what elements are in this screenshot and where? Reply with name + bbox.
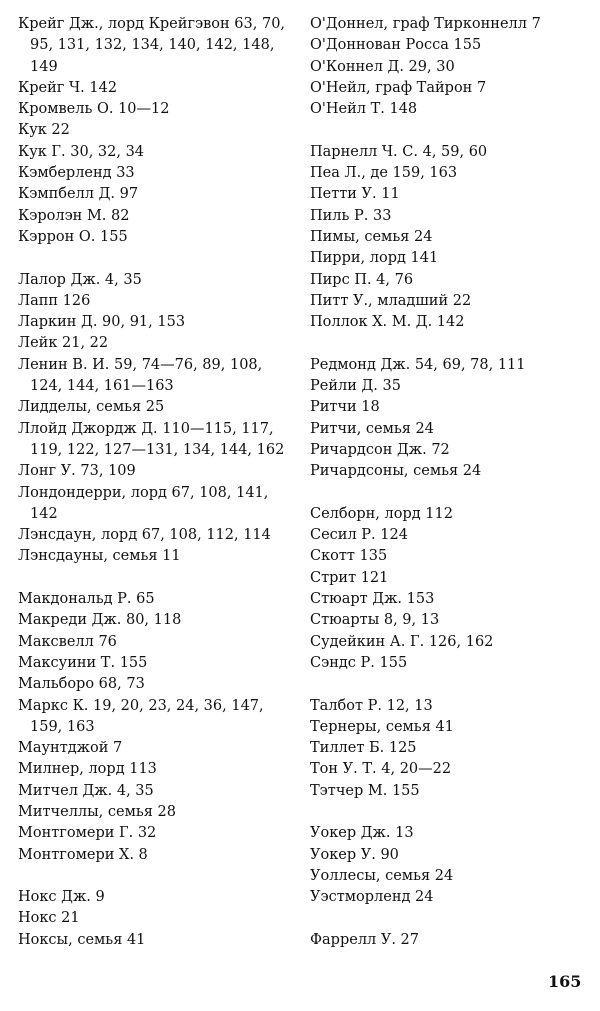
index-entry: Кук Г. 30, 32, 34 (18, 143, 145, 160)
index-entry: Ноксы, семья 41 (18, 931, 146, 948)
index-entry: Лалор Дж. 4, 35 (18, 271, 142, 288)
section-gap (18, 568, 293, 589)
index-entry: Скотт 135 (310, 548, 388, 565)
index-entry: Петти У. 11 (310, 186, 400, 203)
index-entry: Ленин В. И. 59, 74—76, 89, 108, 124, 144, 161—163 (18, 356, 263, 395)
index-entry: Сэндс Р. 155 (310, 654, 408, 671)
index-entry: Селборн, лорд 112 (310, 505, 453, 522)
index-entry: Парнелл Ч. С. 4, 59, 60 (310, 143, 488, 160)
index-entry: Талбот Р. 12, 13 (310, 697, 433, 714)
index-entry: Мальборо 68, 73 (18, 676, 145, 693)
index-entry: Сесил Р. 124 (310, 527, 408, 544)
index-entry: Уокер Дж. 13 (310, 825, 414, 842)
index-left-column (18, 14, 293, 951)
index-entry: Фаррелл У. 27 (310, 931, 420, 948)
index-entry: Лонг У. 73, 109 (18, 463, 136, 480)
index-entry: О'Доннован Росса 155 (310, 37, 482, 54)
index-entry: Кэмберленд 33 (18, 165, 135, 182)
index-entry: Маунтджой 7 (18, 740, 123, 757)
section-gap (18, 866, 293, 887)
section-gap (18, 248, 293, 269)
index-entry: Лондондерри, лорд 67, 108, 141, 142 (18, 484, 269, 522)
index-entry: Лапп 126 (18, 292, 91, 309)
index-entry: Стюарт Дж. 153 (310, 591, 435, 608)
index-entry: Монтгомери Г. 32 (18, 825, 157, 842)
index-entry: Монтгомери Х. 8 (18, 846, 148, 863)
index-entry: Тэтчер М. 155 (310, 782, 420, 799)
index-entry: Лидделы, семья 25 (18, 399, 165, 416)
index-entry: Макреди Дж. 80, 118 (18, 612, 182, 629)
index-entry: Рейли Д. 35 (310, 378, 401, 395)
index-entry: Милнер, лорд 113 (18, 761, 157, 778)
index-entry: Кромвель О. 10—12 (18, 101, 170, 118)
index-entry: Ритчи, семья 24 (310, 420, 434, 437)
section-gap (310, 120, 590, 141)
index-entry: О'Доннел, граф Тирконнелл 7 (310, 16, 541, 32)
index-entry: Митчел Дж. 4, 35 (18, 782, 154, 799)
section-gap (310, 333, 590, 354)
section-gap (310, 802, 590, 823)
index-entry: Ричардсон Дж. 72 (310, 441, 450, 458)
index-entry: Поллок Х. М. Д. 142 (310, 314, 465, 331)
index-entry: Маркс К. 19, 20, 23, 24, 36, 147, 159, 163 (18, 697, 264, 735)
index-entry: Ричардсоны, семья 24 (310, 463, 482, 480)
index-entry: Питт У., младший 22 (310, 292, 472, 309)
index-entry: Судейкин А. Г. 126, 162 (310, 633, 494, 650)
index-entry: Кэролэн М. 82 (18, 207, 130, 224)
section-gap (310, 908, 590, 929)
index-entry: Максуини Т. 155 (18, 654, 148, 671)
index-entry: Кэррон О. 155 (18, 228, 128, 245)
index-entry: Макдональд Р. 65 (18, 591, 155, 608)
index-entry: Нокс 21 (18, 910, 80, 927)
section-gap (310, 483, 590, 504)
index-entry: Митчеллы, семья 28 (18, 803, 176, 820)
index-entry: Стюарты 8, 9, 13 (310, 612, 440, 629)
index-entry: Максвелл 76 (18, 633, 117, 650)
index-entry: Тиллет Б. 125 (310, 740, 417, 757)
index-entry: Стрит 121 (310, 569, 389, 586)
index-entry: Пеа Л., де 159, 163 (310, 165, 458, 182)
index-entry: Уэстморленд 24 (310, 889, 434, 906)
index-entry: Ритчи 18 (310, 399, 380, 416)
index-entry: Лэнсдаун, лорд 67, 108, 112, 114 (18, 527, 271, 544)
index-entry: Крейг Ч. 142 (18, 79, 118, 96)
index-entry: Ларкин Д. 90, 91, 153 (18, 314, 186, 331)
index-entry: Пирс П. 4, 76 (310, 271, 414, 288)
index-entry: Лэнсдауны, семья 11 (18, 548, 181, 565)
index-entry: Тернеры, семья 41 (310, 718, 454, 735)
index-entry: Лейк 21, 22 (18, 335, 109, 352)
index-entry: Тон У. Т. 4, 20—22 (310, 761, 452, 778)
index-entry: Ллойд Джордж Д. 110—115, 117, 119, 122, 127—131, 134, 144, 162 (18, 420, 285, 458)
page-number: 165 (548, 972, 582, 991)
index-entry: Редмонд Дж. 54, 69, 78, 111 (310, 356, 526, 373)
index-entry: О'Нейл, граф Тайрон 7 (310, 79, 487, 96)
index-entry: Пимы, семья 24 (310, 228, 433, 245)
index-entry: Нокс Дж. 9 (18, 889, 105, 906)
index-entry: О'Нейл Т. 148 (310, 101, 418, 118)
index-entry: Уоллесы, семья 24 (310, 867, 454, 884)
index-right-column (310, 14, 590, 951)
index-entry: Крейг Дж., лорд Крейгэвон 63, 70, 95, 131, 132, 134, 140, 142, 148, 149 (18, 16, 286, 75)
index-entry: Пирри, лорд 141 (310, 250, 439, 267)
index-entry: Кук 22 (18, 122, 70, 139)
index-entry: О'Коннел Д. 29, 30 (310, 58, 455, 75)
index-entry: Кэмпбелл Д. 97 (18, 186, 139, 203)
index-entry: Уокер У. 90 (310, 846, 399, 863)
index-entry: Пиль Р. 33 (310, 207, 392, 224)
section-gap (310, 674, 590, 695)
